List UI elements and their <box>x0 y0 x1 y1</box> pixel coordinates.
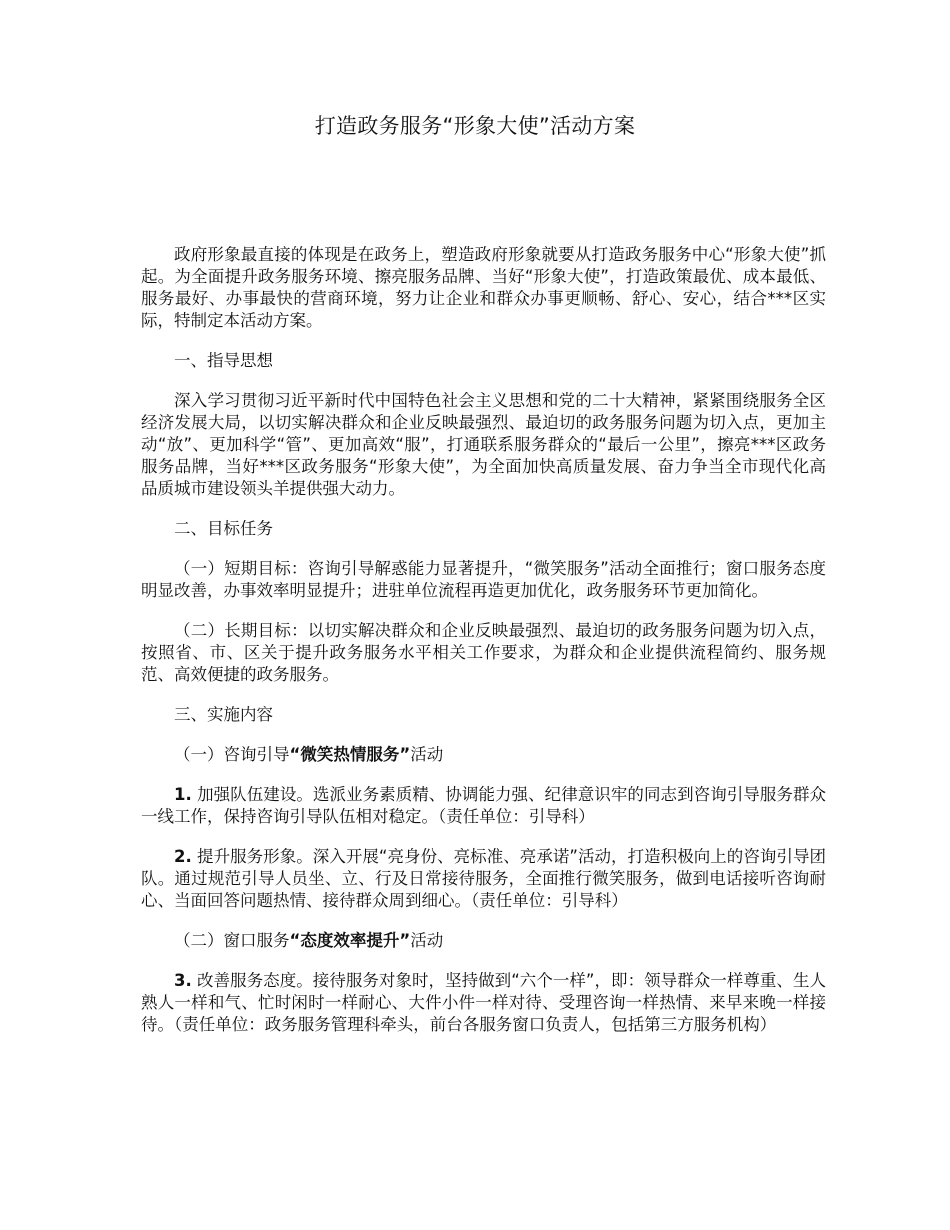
section-heading-guiding-ideology: 一、指导思想 <box>174 351 273 370</box>
item-number: 2. <box>174 847 192 866</box>
subsection-prefix: （二）窗口服务 <box>174 931 290 950</box>
section-heading-goals: 二、目标任务 <box>174 519 273 538</box>
item-text: 改善服务态度。接待服务对象时，坚持做到“六个一样”，即：领导群众一样尊重、生人熟人一样和气、忙时闲时一样耐心、大件小件一样对待、受理咨询一样热情、来早来晚一样接待。（责任单位：政务服务管理科牵头，前台各服务窗口负责人，包括第三方服务机构） <box>141 971 826 1034</box>
subsection-suffix: 活动 <box>410 745 444 764</box>
long-term-goal-paragraph: （二）长期目标：以切实解决群众和企业反映最强烈、最迫切的政务服务问题为切入点，按照省、市、区关于提升政务服务水平相关工作要求，为群众和企业提供流程简约、服务规范、高效便捷的政务服务。 <box>141 621 826 684</box>
section-heading-implementation: 三、实施内容 <box>174 705 273 724</box>
subsection-window-service <box>141 930 826 952</box>
document-body <box>141 244 826 1054</box>
subsection-suffix: 活动 <box>410 931 444 950</box>
item-text: 提升服务形象。深入开展“亮身份、亮标准、亮承诺”活动，打造积极向上的咨询引导团队。通过规范引导人员坐、立、行及日常接待服务，全面推行微笑服务，做到电话接听咨询耐心、当面回答问题热情、接待群众周到细心。（责任单位：引导科） <box>141 847 826 910</box>
subsection-consulting-guidance <box>141 744 826 766</box>
item-2-paragraph <box>141 846 826 912</box>
item-1-paragraph <box>141 784 826 828</box>
subsection-activity-name: “微笑热情服务” <box>289 745 411 764</box>
item-number: 1. <box>174 785 192 804</box>
short-term-goal-paragraph: （一）短期目标：咨询引导解惑能力显著提升，“微笑服务”活动全面推行；窗口服务态度明显改善，办事效率明显提升；进驻单位流程再造更加优化，政务服务环节更加简化。 <box>141 559 826 600</box>
intro-paragraph: 政府形象最直接的体现是在政务上，塑造政府形象就要从打造政务服务中心“形象大使”抓起。为全面提升政务服务环境、擦亮服务品牌、当好“形象大使”，打造政策最优、成本最低、服务最好、办事最快的营商环境，努力让企业和群众办事更顺畅、舒心、安心，结合***区实际，特制定本活动方案。 <box>141 245 826 330</box>
guiding-ideology-paragraph: 深入学习贯彻习近平新时代中国特色社会主义思想和党的二十大精神，紧紧围绕服务全区经济发展大局，以切实解决群众和企业反映最强烈、最迫切的政务服务问题为切入点，更加主动“放”、更加科学“管”、更加高效“服”，打通联系服务群众的“最后一公里”，擦亮***区政务服务品牌，当好***区政务服务“形象大使”，为全面加快高质量发展、奋力争当全市现代化高品质城市建设领头羊提供强大动力。 <box>141 391 826 498</box>
subsection-activity-name: “态度效率提升” <box>289 931 411 950</box>
item-text: 加强队伍建设。选派业务素质精、协调能力强、纪律意识牢的同志到咨询引导服务群众一线工作，保持咨询引导队伍相对稳定。（责任单位：引导科） <box>141 785 827 826</box>
document-title: 打造政务服务“形象大使”活动方案 <box>314 114 636 138</box>
item-3-paragraph <box>141 970 826 1036</box>
subsection-prefix: （一）咨询引导 <box>174 745 290 764</box>
item-number: 3. <box>174 971 192 990</box>
